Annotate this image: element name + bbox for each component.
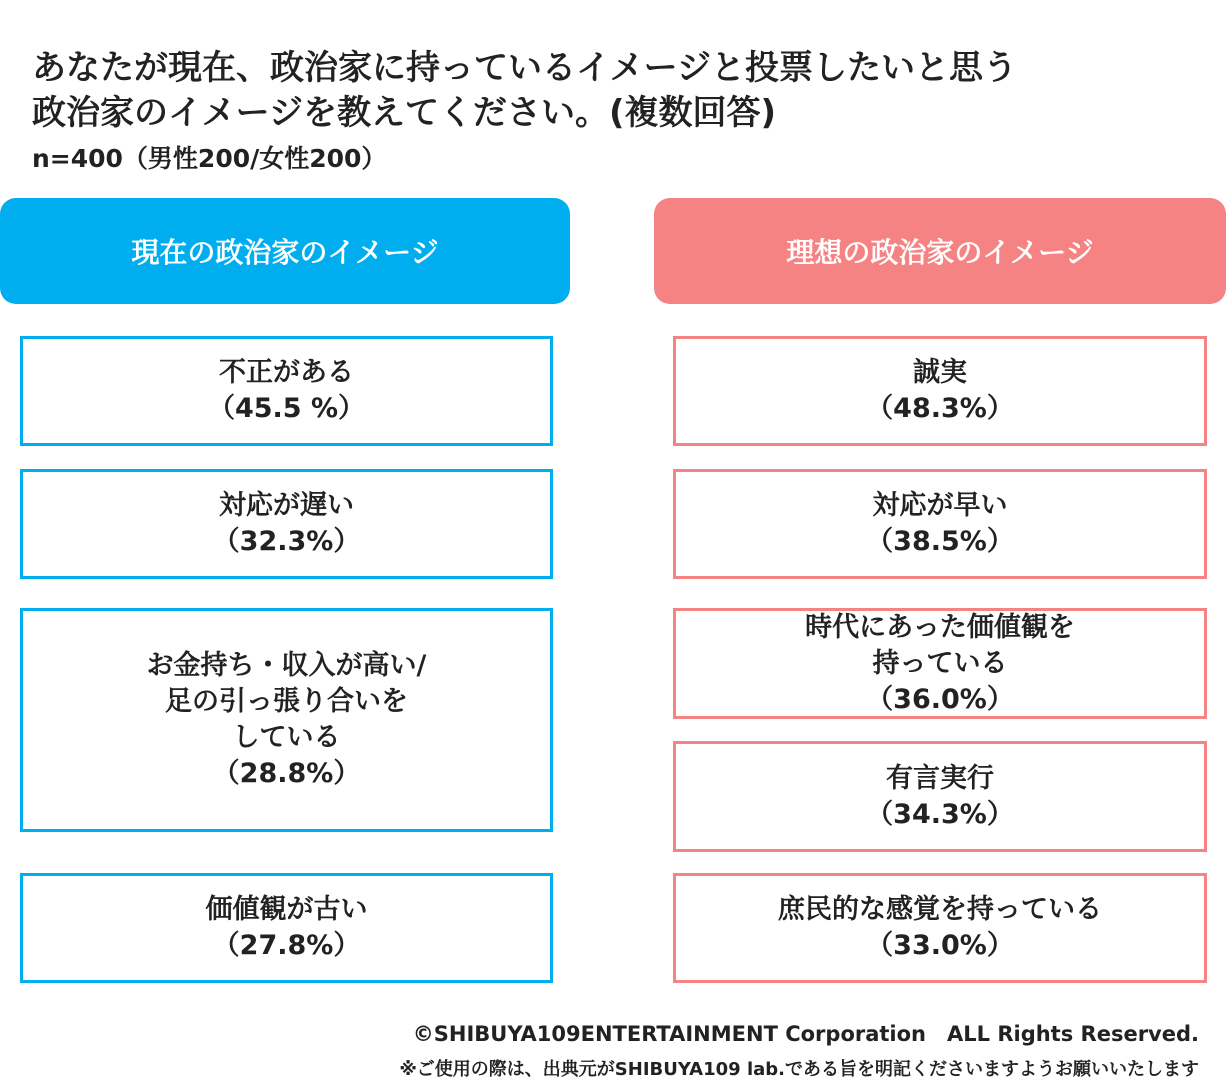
- ideal-item-card: [673, 336, 1207, 446]
- current-item-card: [20, 873, 553, 983]
- sample-size: n=400（男性200/女性200）: [32, 144, 387, 173]
- ideal-item-value: （33.0%）: [866, 930, 1014, 961]
- ideal-item-value: （34.3%）: [866, 798, 1014, 830]
- ideal-item-value: （38.5%）: [866, 526, 1014, 557]
- current-item-label: 対応が遅い: [219, 490, 354, 521]
- current-item-value: （28.8%）: [212, 758, 361, 789]
- ideal-image-header: 理想の政治家のイメージ: [654, 198, 1226, 304]
- copyright-text: ©SHIBUYA109ENTERTAINMENT Corporation ALL Rights Reserved.: [412, 1022, 1199, 1046]
- current-item-card: [20, 469, 553, 579]
- title-line-2: 政治家のイメージを教えてください。(複数回答): [32, 93, 777, 133]
- title-line-1: あなたが現在、政治家に持っているイメージと投票したいと思う: [32, 48, 1017, 88]
- current-item-card: [20, 608, 553, 832]
- ideal-item-card: [673, 608, 1207, 719]
- ideal-item-card: [673, 741, 1207, 852]
- ideal-item-label: 誠実: [913, 357, 967, 388]
- current-image-header: 現在の政治家のイメージ: [0, 198, 570, 304]
- current-item-label: 不正がある: [219, 357, 354, 388]
- ideal-item-label: 対応が早い: [872, 490, 1008, 521]
- current-item-value: （27.8%）: [212, 930, 361, 961]
- current-item-card: [20, 336, 553, 446]
- ideal-item-label: 有言実行: [886, 762, 994, 794]
- current-item-value: （32.3%）: [212, 526, 361, 557]
- ideal-item-value: （48.3%）: [866, 393, 1014, 424]
- current-item-value: （45.5 %）: [207, 393, 366, 424]
- ideal-item-label: 庶民的な感覚を持っている: [778, 894, 1102, 925]
- chart-title: [32, 46, 1202, 136]
- ideal-item-label: 時代にあった価値観を 持っている: [805, 611, 1075, 679]
- usage-note: ※ご使用の際は、出典元がSHIBUYA109 lab.である旨を明記くださいますようお願いいたします: [399, 1059, 1199, 1080]
- current-item-label: お金持ち・収入が高い/ 足の引っ張り合いを している: [146, 650, 427, 753]
- ideal-item-card: [673, 873, 1207, 983]
- current-item-label: 価値観が古い: [205, 894, 368, 925]
- ideal-item-value: （36.0%）: [866, 683, 1014, 715]
- ideal-item-card: [673, 469, 1207, 579]
